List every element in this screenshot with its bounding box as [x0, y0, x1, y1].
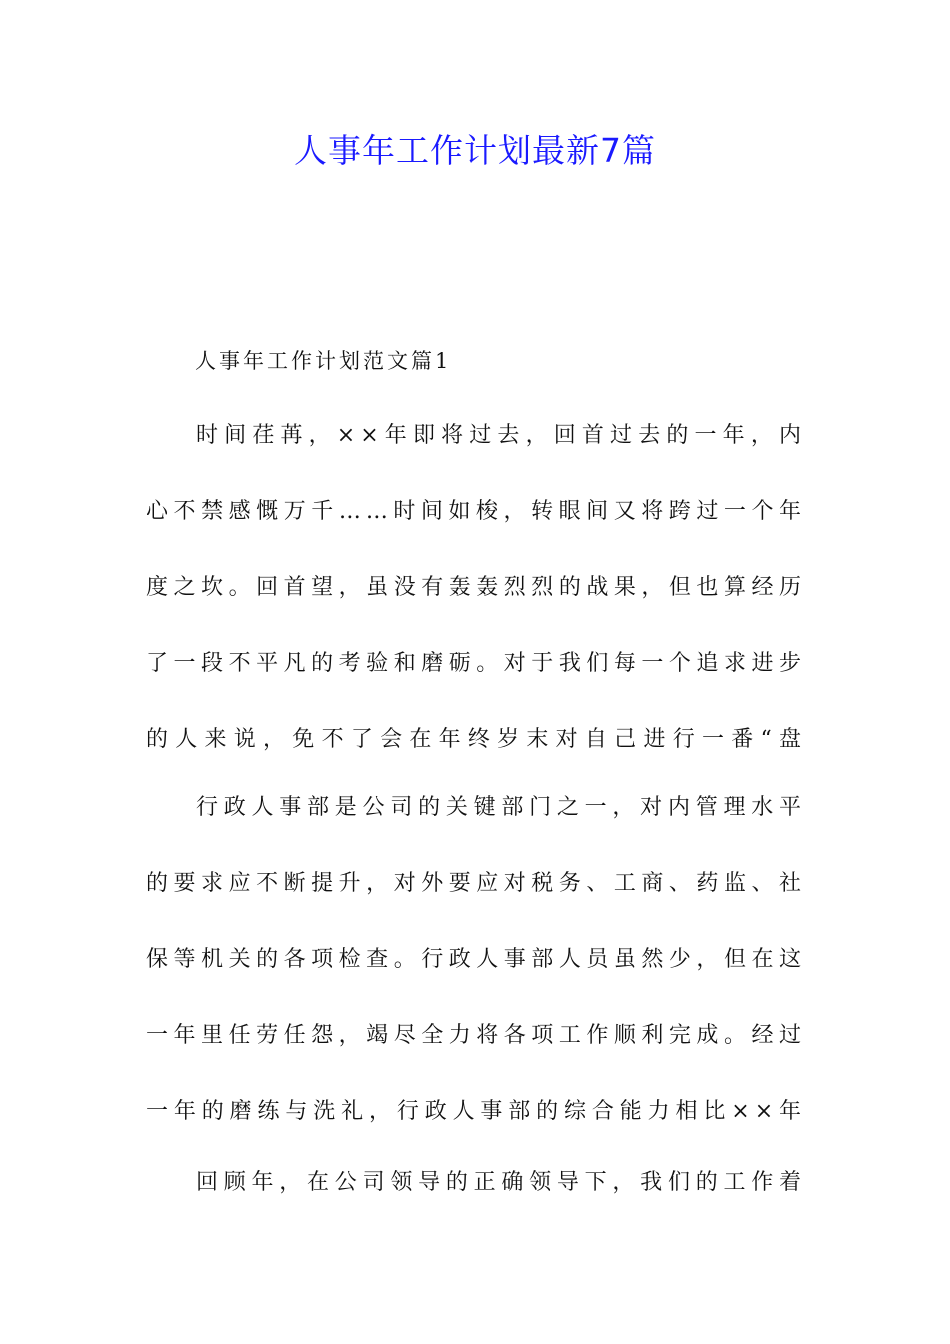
section-heading: 人事年工作计划范文篇1 [195, 349, 452, 373]
document-title: 人事年工作计划最新7篇 [294, 131, 656, 170]
body-paragraph-3: 回顾年，在公司领导的正确领导下，我们的工作着 [196, 1170, 806, 1195]
body-paragraph-2: 行政人事部是公司的关键部门之一，对内管理水平的要求应不断提升，对外要应对税务、工商、药监、社保等机关的各项检查。行政人事部人员虽然少，但在这一年里任劳任怨，竭尽全力将各项工作顺利完成。经过一年的磨练与洗礼，行政人事部的综合能力相比××年 [146, 795, 806, 1124]
body-paragraph-1: 时间荏苒，××年即将过去，回首过去的一年，内心不禁感慨万千……时间如梭，转眼间又将跨过一个年度之坎。回首望，虽没有轰轰烈烈的战果，但也算经历了一段不平凡的考验和磨砺。对于我们每一个追求进步的人来说，免不了会在年终岁末对自己进行一番“盘 [146, 423, 806, 752]
